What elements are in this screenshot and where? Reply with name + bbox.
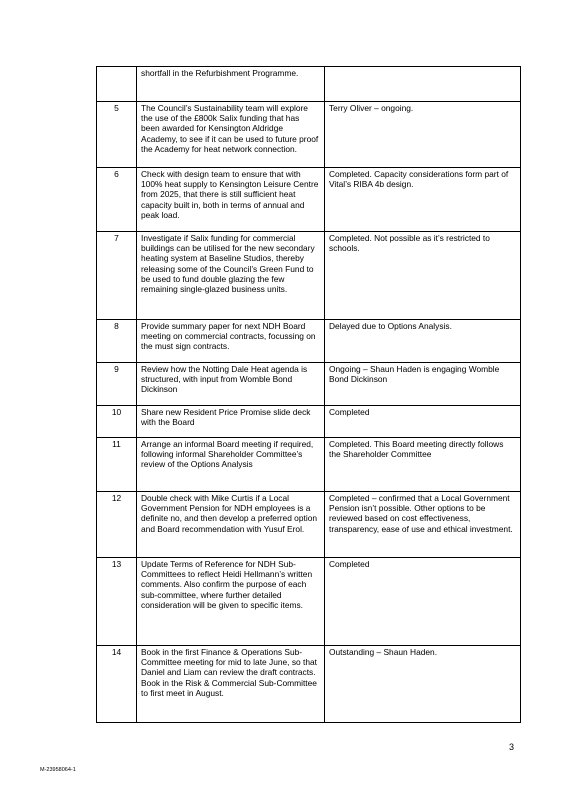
status-text: Completed. Capacity considerations form part of Vital’s RIBA 4b design. [325,168,521,232]
table-row [97,67,521,102]
document-reference: M-23958064-1 [40,767,76,773]
row-number: 11 [97,438,137,492]
status-text: Delayed due to Options Analysis. [325,320,521,363]
row-number: 6 [97,168,137,232]
action-text: shortfall in the Refurbishment Programme. [137,67,325,102]
table-row [97,232,521,320]
actions-table [96,66,521,723]
row-number: 10 [97,406,137,438]
row-number: 13 [97,558,137,646]
row-number: 5 [97,102,137,168]
row-number: 8 [97,320,137,363]
table-row [97,438,521,492]
status-text: Completed [325,558,521,646]
page-number: 3 [509,742,515,752]
status-text: Completed [325,406,521,438]
action-text: The Council’s Sustainability team will explore the use of the £800k Salix funding that has been awarded for Kensington Aldridge Academy, to see if it can be used to future proof the Academy for heat network connection. [137,102,325,168]
action-text: Update Terms of Reference for NDH Sub-Committees to reflect Heidi Hellmann’s written comments. Also confirm the purpose of each sub-committee, where further detailed consideration will be given to specific items. [137,558,325,646]
table-row [97,102,521,168]
table-row [97,406,521,438]
action-text: Provide summary paper for next NDH Board meeting on commercial contracts, focussing on the must sign contracts. [137,320,325,363]
status-text [325,67,521,102]
action-text: Investigate if Salix funding for commercial buildings can be utilised for the new secondary heating system at Baseline Studios, thereby releasing some of the Council’s Green Fund to be used to fund double glazing the few remaining single-glazed business units. [137,232,325,320]
row-number: 12 [97,492,137,558]
row-number [97,67,137,102]
status-text: Ongoing – Shaun Haden is engaging Womble Bond Dickinson [325,363,521,406]
row-number: 14 [97,646,137,723]
action-text: Arrange an informal Board meeting if required, following informal Shareholder Committee’s review of the Options Analysis [137,438,325,492]
action-text: Double check with Mike Curtis if a Local Government Pension for NDH employees is a definite no, and then develop a preferred option and Board recommendation with Yusuf Erol. [137,492,325,558]
table-row [97,646,521,723]
status-text: Completed. Not possible as it’s restricted to schools. [325,232,521,320]
status-text: Terry Oliver – ongoing. [325,102,521,168]
status-text: Completed – confirmed that a Local Government Pension isn’t possible. Other options to be reviewed based on cost effectiveness, transparency, ease of use and ethical investment. [325,492,521,558]
row-number: 9 [97,363,137,406]
table-row [97,558,521,646]
action-text: Review how the Notting Dale Heat agenda is structured, with input from Womble Bond Dickinson [137,363,325,406]
action-text: Check with design team to ensure that with 100% heat supply to Kensington Leisure Centre from 2025, that there is still sufficient heat capacity built in, both in terms of annual and peak load. [137,168,325,232]
action-text: Book in the first Finance & Operations Sub-Committee meeting for mid to late June, so that Daniel and Liam can review the draft contracts. Book in the Risk & Commercial Sub-Committee to first meet in August. [137,646,325,723]
table-row [97,363,521,406]
action-text: Share new Resident Price Promise slide deck with the Board [137,406,325,438]
status-text: Outstanding – Shaun Haden. [325,646,521,723]
row-number: 7 [97,232,137,320]
status-text: Completed. This Board meeting directly follows the Shareholder Committee [325,438,521,492]
table-row [97,320,521,363]
table-row [97,168,521,232]
table-row [97,492,521,558]
